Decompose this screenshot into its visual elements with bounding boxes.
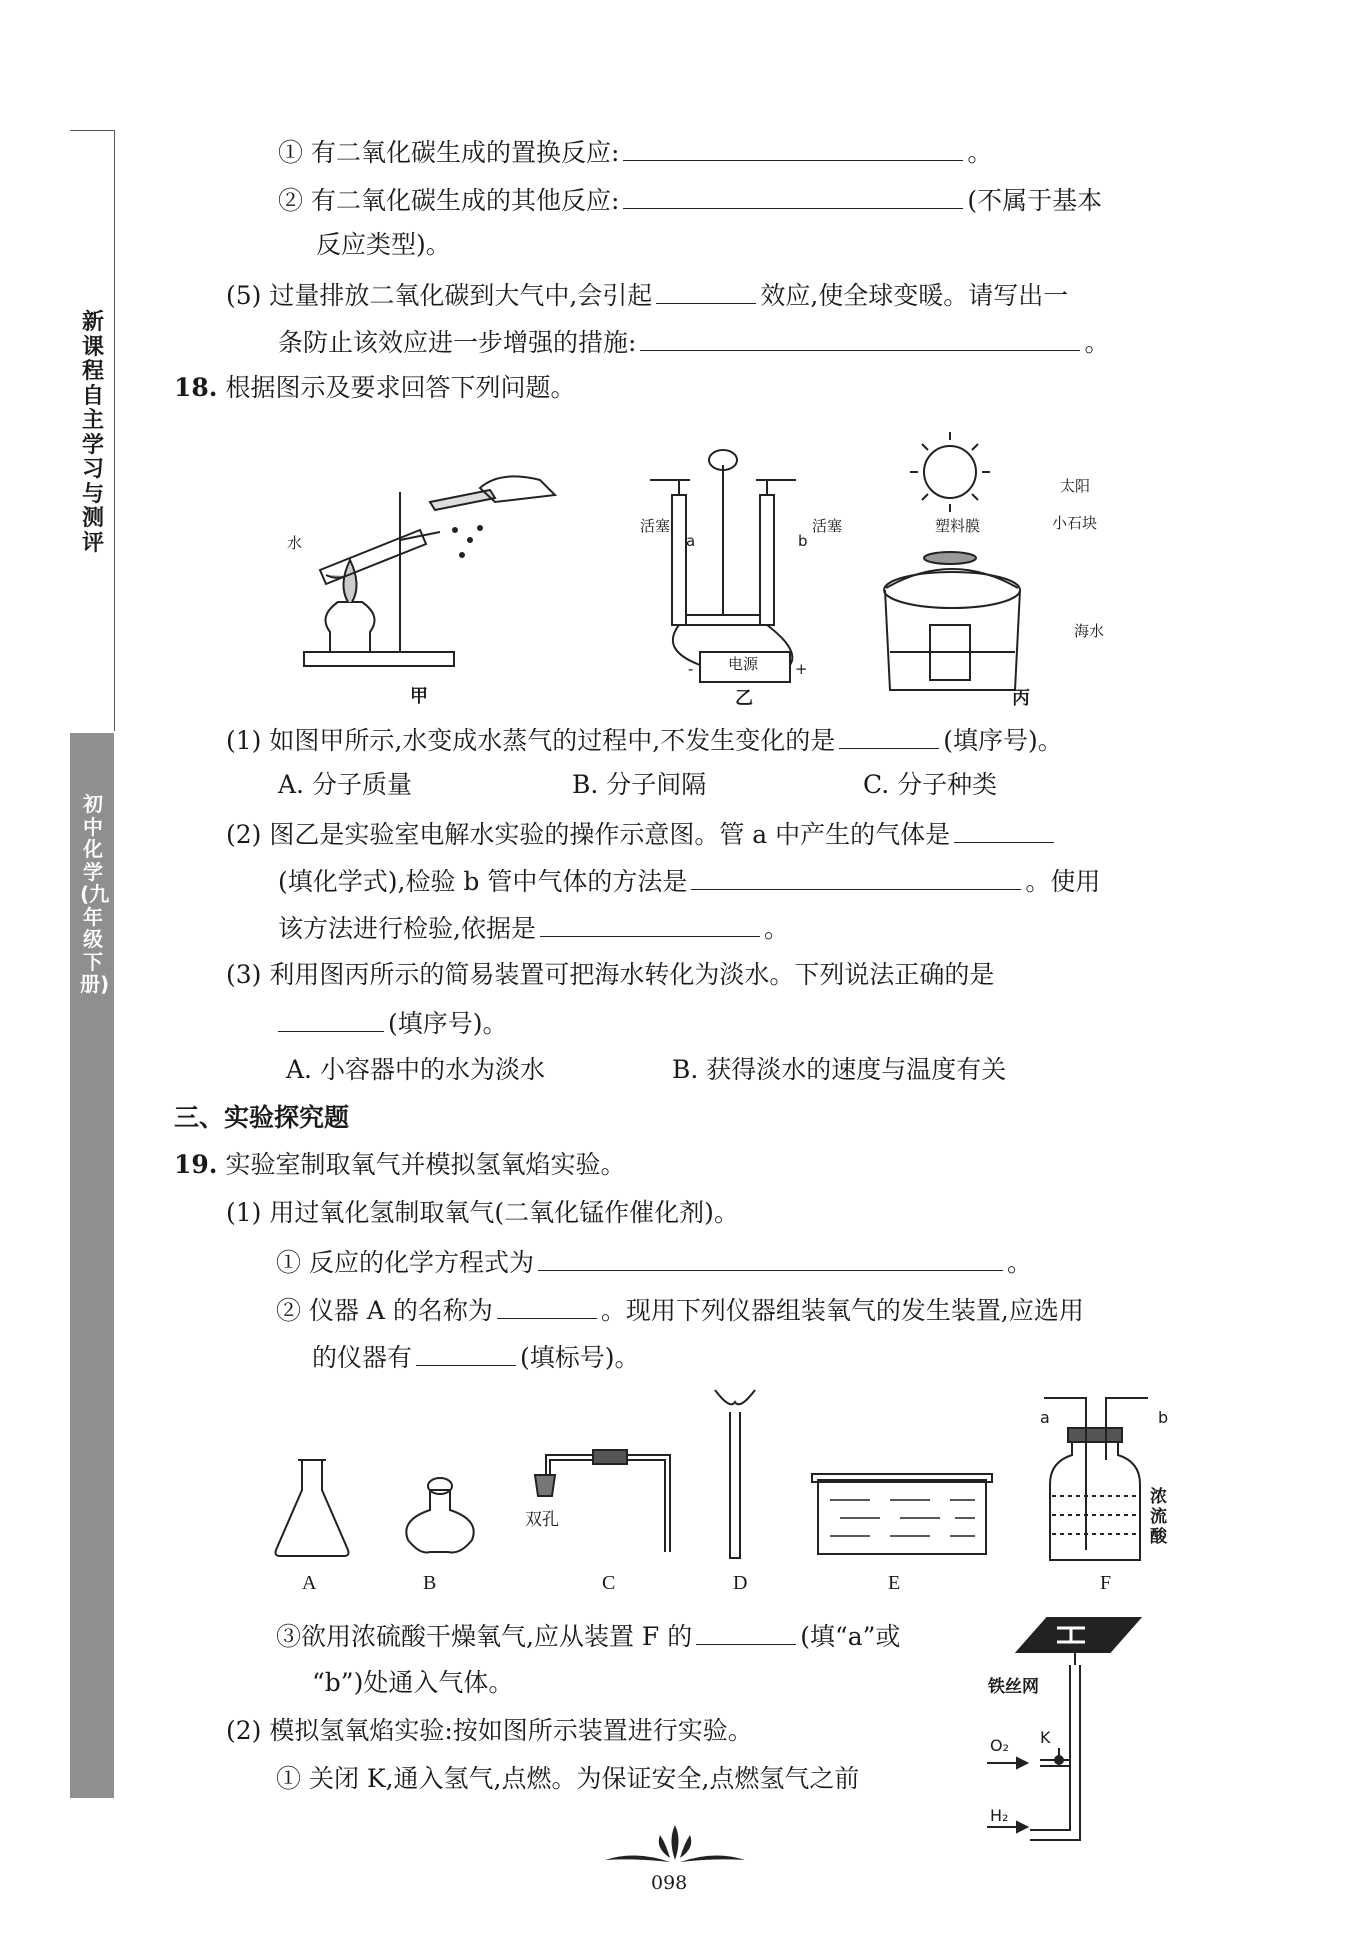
label-minus: - (688, 660, 694, 678)
option-c: C. 分子种类 (863, 770, 998, 799)
option-3b: B. 获得淡水的速度与温度有关 (672, 1055, 1007, 1084)
label-instrument-e: E (888, 1572, 901, 1594)
label-instrument-d: D (733, 1572, 748, 1594)
line-2: ② 有二氧化碳生成的其他反应: (不属于基本 (278, 186, 1103, 215)
question-18: 18. 根据图示及要求回答下列问题。 (174, 373, 576, 402)
label-acid-2: 流 (1150, 1507, 1167, 1527)
q18-part2-line2: (填化学式),检验 b 管中气体的方法是 。使用 (278, 867, 1101, 896)
line-1: ① 有二氧化碳生成的置换反应: 。 (278, 138, 993, 167)
q19-part1-e: “b”)处通入气体。 (312, 1668, 514, 1697)
section-3-title: 三、实验探究题 (174, 1103, 350, 1132)
label-sea: 海水 (1074, 622, 1105, 640)
option-b: B. 分子间隔 (572, 770, 707, 799)
label-b: b (798, 532, 808, 550)
answer-blank[interactable] (696, 1620, 796, 1645)
label-plus: + (795, 660, 808, 678)
label-instrument-a: A (302, 1572, 317, 1594)
side-tab-series (70, 130, 115, 731)
label-acid-1: 浓 (1150, 1487, 1167, 1507)
answer-blank[interactable] (954, 818, 1054, 843)
label-water: 水 (287, 534, 303, 552)
label-double-hole: 双孔 (525, 1510, 559, 1530)
answer-blank[interactable] (691, 865, 1021, 890)
q19-part1-a: ① 反应的化学方程式为 。 (276, 1248, 1032, 1277)
label-sun: 太阳 (1060, 477, 1091, 495)
label-f-b: b (1158, 1408, 1169, 1427)
answer-blank[interactable] (640, 326, 1080, 351)
page-number: 098 (651, 1872, 688, 1894)
series-title: 新课程自主学习与测评 (81, 310, 104, 556)
q19-part1-b: ② 仪器 A 的名称为 。现用下列仪器组装氧气的发生装置,应选用 (276, 1296, 1084, 1325)
q18-part1: (1) 如图甲所示,水变成水蒸气的过程中,不发生变化的是 (填序号)。 (226, 726, 1063, 755)
label-valve-left: 活塞 (640, 517, 671, 535)
caption-yi: 乙 (735, 688, 753, 709)
q18-part2-line1: (2) 图乙是实验室电解水实验的操作示意图。管 a 中产生的气体是 (226, 818, 1058, 850)
q19-part1: (1) 用过氧化氢制取氧气(二氧化锰作催化剂)。 (226, 1198, 739, 1227)
answer-blank[interactable] (416, 1341, 516, 1366)
line-3: 反应类型)。 (316, 230, 451, 259)
option-3a: A. 小容器中的水为淡水 (286, 1055, 545, 1084)
ornament-icon (600, 1820, 750, 1870)
label-power: 电源 (728, 655, 759, 673)
caption-jia: 甲 (410, 686, 428, 707)
figure-19-apparatus (260, 1380, 1220, 1570)
label-h2: H₂ (990, 1806, 1009, 1825)
q19-part2-a: ① 关闭 K,通入氢气,点燃。为保证安全,点燃氢气之前 (276, 1764, 860, 1793)
side-tab-subject (70, 733, 114, 1798)
caption-bing: 丙 (1012, 688, 1030, 709)
line-5: 条防止该效应进一步增强的措施: 。 (278, 328, 1110, 357)
question-19: 19. 实验室制取氧气并模拟氢氧焰实验。 (174, 1150, 626, 1179)
label-acid-3: 酸 (1150, 1527, 1167, 1547)
answer-blank[interactable] (540, 912, 760, 937)
q18-part2-line3: 该方法进行检验,依据是 。 (278, 914, 789, 943)
answer-blank[interactable] (497, 1294, 597, 1319)
q19-part1-d: ③欲用浓硫酸干燥氧气,应从装置 F 的 (填“a”或 (276, 1622, 901, 1651)
answer-blank[interactable] (278, 1007, 384, 1032)
label-o2: O₂ (990, 1736, 1010, 1755)
label-a: a (686, 532, 696, 550)
label-film: 塑料膜 (935, 517, 981, 535)
answer-blank[interactable] (656, 279, 756, 304)
answer-blank[interactable] (623, 136, 963, 161)
label-k: K (1040, 1728, 1051, 1747)
answer-blank[interactable] (538, 1246, 1003, 1271)
label-instrument-f: F (1100, 1572, 1112, 1594)
answer-blank[interactable] (839, 724, 939, 749)
q18-part3-line1: (3) 利用图丙所示的简易装置可把海水转化为淡水。下列说法正确的是 (226, 960, 995, 989)
arrow-icons (985, 1755, 1035, 1835)
label-f-a: a (1040, 1408, 1050, 1427)
q19-part2: (2) 模拟氢氧焰实验:按如图所示装置进行实验。 (226, 1716, 753, 1745)
label-wire-mesh: 铁丝网 (988, 1677, 1039, 1697)
label-instrument-b: B (423, 1572, 437, 1594)
subject-title: 初中化学(九年级下册) (80, 792, 110, 996)
label-instrument-c: C (602, 1572, 616, 1594)
label-stone: 小石块 (1052, 514, 1098, 532)
q19-part1-c: 的仪器有 (填标号)。 (312, 1343, 640, 1372)
answer-blank[interactable] (623, 184, 963, 209)
option-a: A. 分子质量 (278, 770, 412, 799)
label-valve-right: 活塞 (812, 517, 843, 535)
q18-part3-line2: (填序号)。 (278, 1007, 508, 1039)
line-4: (5) 过量排放二氧化碳到大气中,会引起 效应,使全球变暖。请写出一 (226, 281, 1069, 310)
